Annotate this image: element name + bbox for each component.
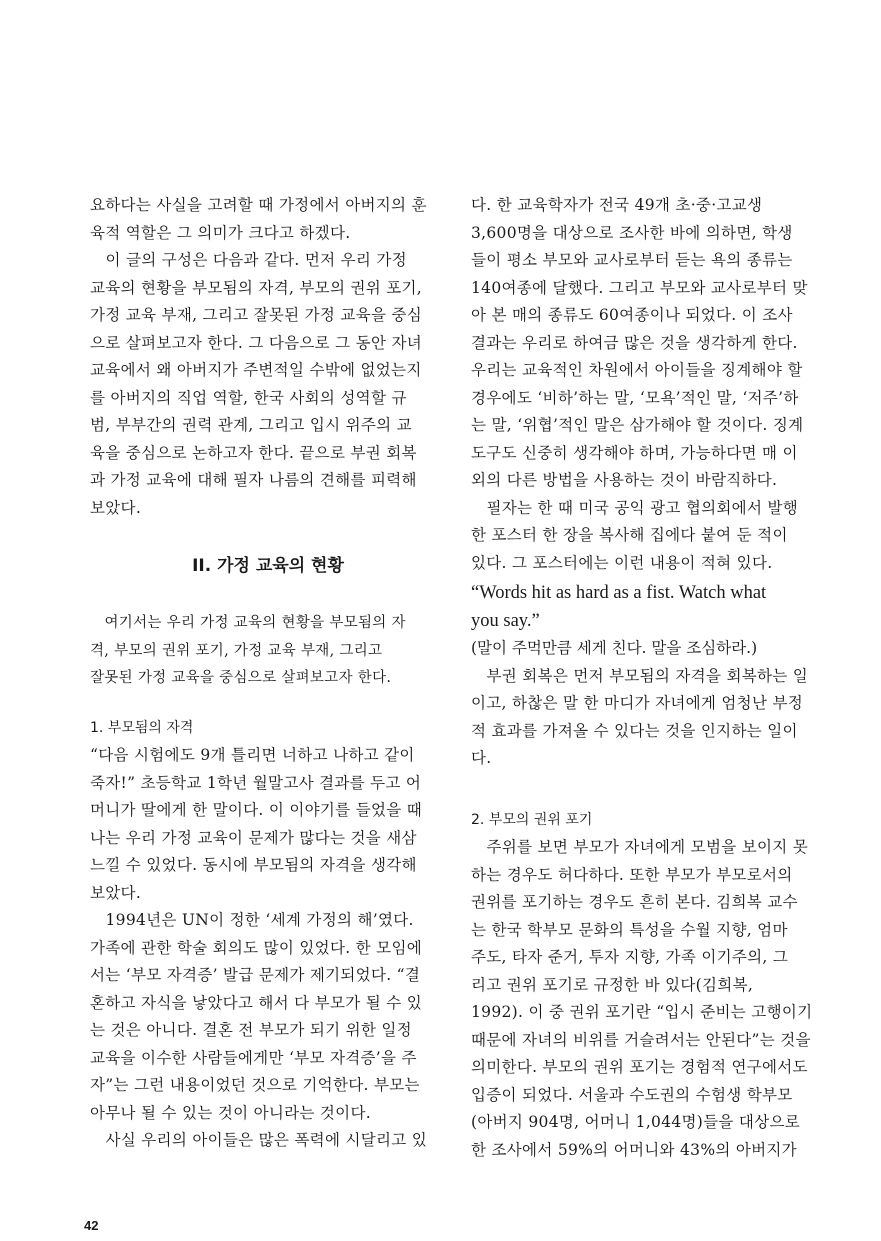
left-paragraph-4: 1994년은 UN이 정한 ‘세계 가정의 해’였다. 가족에 관한 학술 회의도 많이 있었다. 한 모임에 서는 ‘부모 자격증’ 발급 문제가 제기되었다. “결 혼하고 자식을 낳았다고 해서 다 부모가 될 수 있 는 것은 아니다. 결혼 전 부모가 되기 위한 일정 교육을 이수한 사람들에게만 ‘부모 자격증’을 주 자”는 그런 내용이었던 것으로 기억한다. 부모는 아무나 될 수 있는 것이 아니라는 것이다.: [90, 911, 423, 1122]
quote-english: “Words hit as hard as a fist. Watch what you say.”: [471, 583, 767, 631]
left-paragraph-1: 요하다는 사실을 고려할 때 가정에서 아버지의 훈 육적 역할은 그 의미가 크다고 하겠다.: [90, 196, 427, 242]
left-paragraph-5: 사실 우리의 아이들은 많은 폭력에 시달리고 있: [105, 1131, 428, 1149]
subheading-2: 2. 부모의 권위 포기: [471, 811, 593, 828]
right-column: [471, 192, 827, 1164]
section-intro: 여기서는 우리 가정 교육의 현황을 부모됨의 자 격, 부모의 권위 포기, 가정 교육 부재, 그리고 잘못된 가정 교육을 중심으로 살펴보고자 한다.: [90, 615, 406, 686]
page-number: 42: [84, 1218, 99, 1233]
left-paragraph-3: “다음 시험에도 9개 틀리면 너하고 나하고 같이 죽자!” 초등학교 1학년 월말고사 결과를 두고 어 머니가 딸에게 한 말이다. 이 이야기를 들었을 때 나는 우리 가정 교육이 문제가 많다는 것을 새삼 느낄 수 있었다. 동시에 부모됨의 자격을 생각해 보았다.: [90, 746, 423, 902]
right-paragraph-1: 다. 한 교육학자가 전국 49개 초·중·고교생 3,600명을 대상으로 조사한 바에 의하면, 학생 들이 평소 부모와 교사로부터 듣는 욕의 종류는 140여종에 달했다. 그리고 부모와 교사로부터 맞 아 본 매의 종류도 60여종이나 되었다. 이 조사 결과는 우리로 하여금 많은 것을 생각하게 한다. 우리는 교육적인 차원에서 아이들을 징계해야 할 경우에도 ‘비하’하는 말, ‘모욕’적인 말, ‘저주’하 는 말, ‘위협’적인 말은 삼가해야 할 것이다. 징계 도구도 신중히 생각해야 하며, 가능하다면 매 이 외의 다른 방법을 사용하는 것이 바람직하다.: [471, 196, 808, 489]
left-column: [90, 192, 446, 1155]
spacer: [471, 773, 827, 807]
left-paragraph-2: 이 글의 구성은 다음과 같다. 먼저 우리 가정 교육의 현황을 부모됨의 자격, 부모의 권위 포기, 가정 교육 부재, 그리고 잘못된 가정 교육을 중심 으로 살펴보고자 한다. 그 다음으로 그 동안 자녀 교육에서 왜 아버지가 주변적일 수밖에 없었는지 를 아버지의 직업 역할, 한국 사회의 성역할 규 범, 부부간의 권력 관계, 그리고 입시 위주의 교 육을 중심으로 논하고자 한다. 끝으로 부권 회복 과 가정 교육에 대해 필자 나름의 견해를 피력해 보았다.: [90, 251, 423, 517]
section-title: II. 가정 교육의 현황: [192, 556, 344, 576]
right-paragraph-2: 필자는 한 때 미국 공익 광고 협의회에서 발행 한 포스터 한 장을 복사해 집에다 붙여 둔 적이 있다. 그 포스터에는 이런 내용이 적혀 있다.: [471, 498, 799, 572]
right-paragraph-3: 부권 회복은 먼저 부모됨의 자격을 회복하는 일 이고, 하찮은 말 한 마디가 자녀에게 엄청난 부정 적 효과를 가져올 수 있다는 것을 인지하는 일이 다.: [471, 666, 809, 767]
quote-korean: (말이 주먹만큼 세게 친다. 말을 조심하라.): [471, 639, 758, 657]
spacer: [90, 693, 446, 715]
subheading-1: 1. 부모됨의 자격: [90, 719, 194, 736]
right-paragraph-4: 주위를 보면 부모가 자녀에게 모범을 보이지 못 하는 경우도 허다하다. 또한 부모가 부모로서의 권위를 포기하는 경우도 흔히 본다. 김희복 교수 는 한국 학부모 문화의 특성을 수월 지향, 엄마 주도, 타자 준거, 투자 지향, 가족 이기주의, 그 리고 권위 포기로 규정한 바 있다(김희복, 1992). 이 중 권위 포기란 “입시 준비는 고행이기 때문에 자녀의 비위를 거슬려서는 안된다”는 것을 의미한다. 부모의 권위 포기는 경험적 연구에서도 입증이 되었다. 서울과 수도권의 수험생 학부모 (아버지 904명, 어머니 1,044명)들을 대상으로 한 조사에서 59%의 어머니와 43%의 아버지가: [471, 838, 813, 1159]
